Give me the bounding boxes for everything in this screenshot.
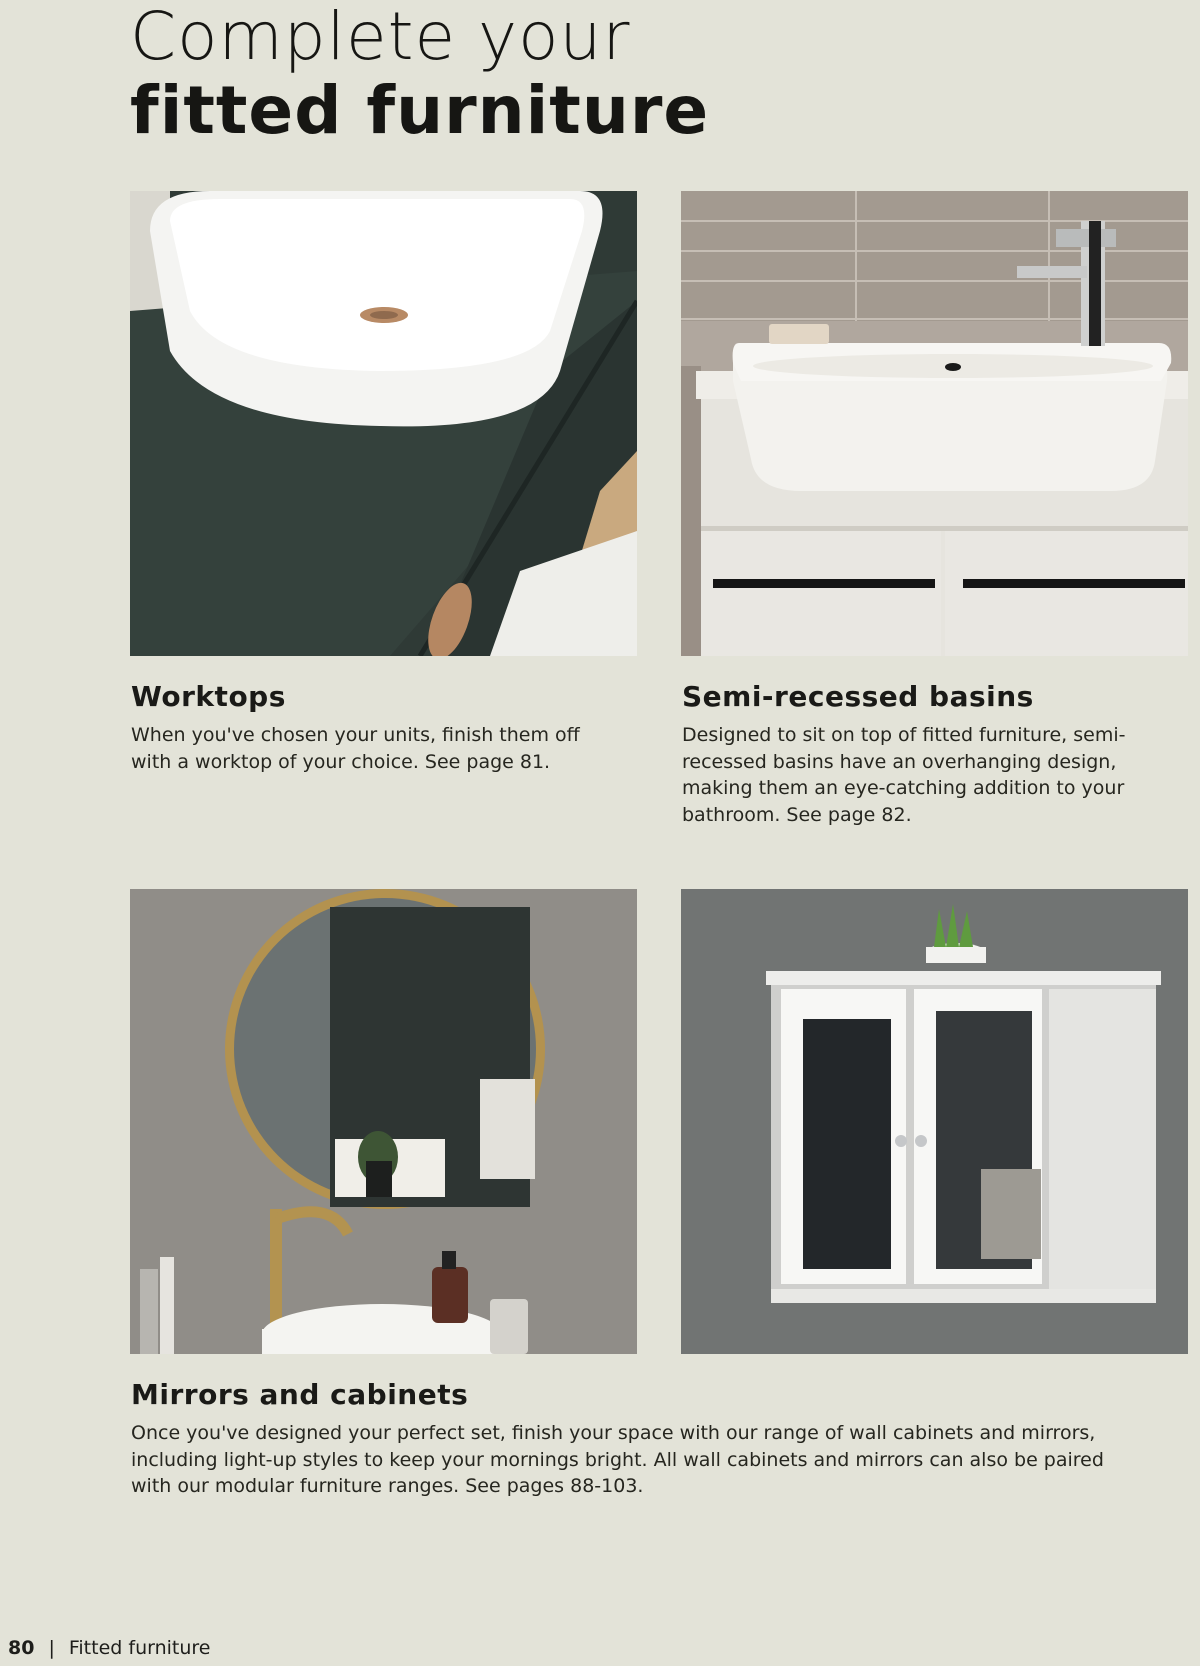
worktops-heading: Worktops [131, 680, 286, 713]
worktop-image [130, 191, 637, 656]
basins-description: Designed to sit on top of fitted furniture, semi-recessed basins have an overhanging design, making them an eye-catching addition to your bathroom. See page 82. [682, 724, 1126, 826]
footer-separator: | [48, 1637, 55, 1659]
worktops-description: When you've chosen your units, finish them off with a worktop of your choice. See page 81. [131, 724, 580, 773]
mirror-image [130, 889, 637, 1354]
basin-image [681, 191, 1188, 656]
page-title [130, 0, 709, 148]
page-footer [8, 1637, 210, 1659]
basins-heading: Semi-recessed basins [682, 680, 1034, 713]
page-number: 80 [8, 1637, 35, 1659]
cabinet-image [681, 889, 1188, 1354]
mirrors-heading: Mirrors and cabinets [131, 1378, 469, 1411]
footer-section-name: Fitted furniture [68, 1637, 211, 1659]
page-title-line1: Complete your [130, 0, 631, 75]
mirrors-description: Once you've designed your perfect set, finish your space with our range of wall cabinets and mirrors, including light-up styles to keep your mornings bright. All wall cabinets and mirrors can also be paired with our modular furniture ranges. See pages 88-103. [131, 1422, 1104, 1497]
page-title-line2: fitted furniture [130, 72, 710, 149]
